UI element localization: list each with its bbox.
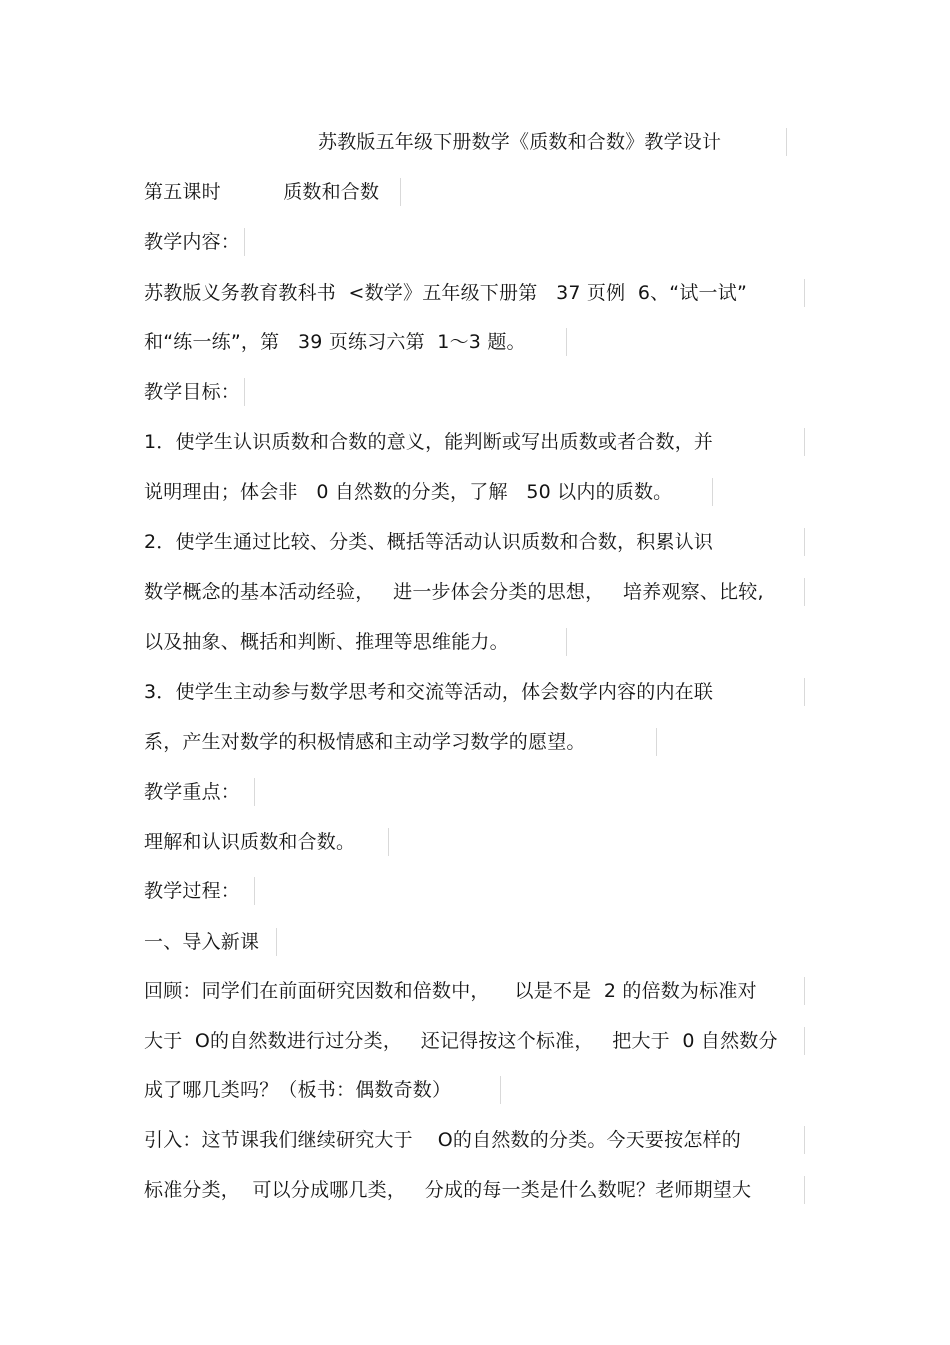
section-heading-focus: 教学重点： [144, 781, 241, 803]
paragraph-line: 标准分类， 可以分成哪几类， 分成的每一类是什么数呢？老师期望大 [144, 1179, 752, 1201]
paragraph-line: 回顾：同学们在前面研究因数和倍数中， 以是不是 2 的倍数为标准对 [144, 980, 757, 1002]
line-edge-marker [566, 328, 567, 356]
paragraph-line: 苏教版义务教育教科书 <数学》五年级下册第 37 页例 6、“试一试” [144, 282, 747, 304]
line-edge-marker [804, 528, 805, 556]
line-edge-marker [400, 178, 401, 206]
paragraph-line: 说明理由；体会非 0 自然数的分类，了解 50 以内的质数。 [144, 481, 673, 503]
line-edge-marker [254, 778, 255, 806]
paragraph-line: 以及抽象、概括和判断、推理等思维能力。 [144, 631, 509, 653]
paragraph-line: 3．使学生主动参与数学思考和交流等活动，体会数学内容的内在联 [144, 681, 714, 703]
paragraph-line: 大于 O的自然数进行过分类， 还记得按这个标准， 把大于 0 自然数分 [144, 1030, 778, 1052]
lesson-heading: 第五课时 质数和合数 [144, 181, 380, 203]
line-edge-marker [656, 728, 657, 756]
line-edge-marker [804, 977, 805, 1005]
paragraph-line: 系，产生对数学的积极情感和主动学习数学的愿望。 [144, 731, 586, 753]
section-heading-goals: 教学目标： [144, 381, 241, 403]
line-edge-marker [804, 678, 805, 706]
line-edge-marker [804, 1176, 805, 1204]
line-edge-marker [276, 928, 277, 956]
paragraph-line: 理解和认识质数和合数。 [144, 831, 356, 853]
line-edge-marker [254, 877, 255, 905]
paragraph-line: 1．使学生认识质数和合数的意义，能判断或写出质数或者合数，并 [144, 431, 714, 453]
line-edge-marker [712, 478, 713, 506]
line-edge-marker [786, 128, 787, 156]
paragraph-line: 引入：这节课我们继续研究大于 O的自然数的分类。今天要按怎样的 [144, 1129, 741, 1151]
paragraph-line: 和“练一练”，第 39 页练习六第 1～3 题。 [144, 331, 526, 353]
line-edge-marker [244, 228, 245, 256]
line-edge-marker [804, 1126, 805, 1154]
line-edge-marker [500, 1076, 501, 1104]
document-title: 苏教版五年级下册数学《质数和合数》教学设计 [318, 131, 722, 153]
section-heading-process: 教学过程： [144, 880, 241, 902]
line-edge-marker [804, 1027, 805, 1055]
paragraph-line: 2．使学生通过比较、分类、概括等活动认识质数和合数，积累认识 [144, 531, 714, 553]
section-heading-content: 教学内容： [144, 231, 241, 253]
line-edge-marker [804, 428, 805, 456]
subsection-heading: 一、导入新课 [144, 931, 260, 953]
line-edge-marker [804, 578, 805, 606]
line-edge-marker [804, 279, 805, 307]
line-edge-marker [388, 828, 389, 856]
line-edge-marker [566, 628, 567, 656]
paragraph-line: 数学概念的基本活动经验， 进一步体会分类的思想， 培养观察、比较, [144, 581, 764, 603]
paragraph-line: 成了哪几类吗？（板书：偶数奇数） [144, 1079, 452, 1101]
line-edge-marker [244, 378, 245, 406]
